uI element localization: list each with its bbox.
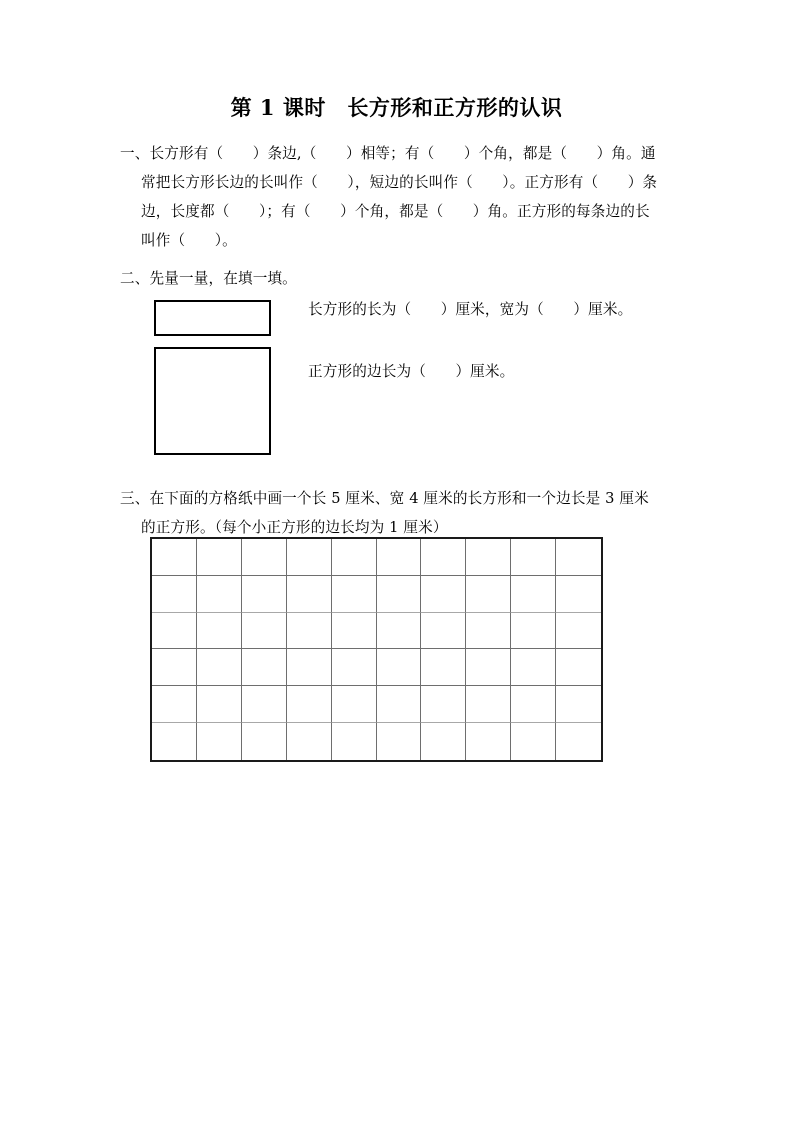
grid-cell [152, 686, 197, 723]
grid-cell [556, 723, 601, 760]
grid-cell [152, 723, 197, 760]
question-one-line-3: 边，长度都（ ）；有（ ）个角，都是（ ）角。正方形的每条边的长 [141, 203, 650, 220]
grid-cell [511, 649, 556, 686]
grid-cell [421, 539, 466, 576]
grid-cell [152, 539, 197, 576]
grid-cell [332, 576, 377, 613]
grid-cell [511, 539, 556, 576]
square-figure [154, 347, 271, 455]
grid-cell [332, 649, 377, 686]
grid-cell [377, 539, 422, 576]
grid-cell [466, 649, 511, 686]
grid-cell [287, 649, 332, 686]
grid-cell [332, 686, 377, 723]
grid-cell [556, 686, 601, 723]
grid-cell [332, 723, 377, 760]
grid-cell [287, 539, 332, 576]
grid-cell [287, 576, 332, 613]
question-three [120, 484, 685, 542]
grid-cell [466, 539, 511, 576]
question-two-line-1: 二、先量一量，在填一填。 [120, 270, 297, 287]
grid-cell [242, 613, 287, 650]
question-one-line-4: 叫作（ ）。 [141, 232, 237, 249]
question-two [120, 264, 685, 293]
grid-cell [287, 723, 332, 760]
grid-cell [377, 686, 422, 723]
grid-cell [242, 649, 287, 686]
grid-cell [466, 613, 511, 650]
grid-cell [511, 723, 556, 760]
question-one-line-2: 常把长方形长边的长叫作（ ），短边的长叫作（ ）。正方形有（ ）条 [141, 174, 658, 191]
grid-cell [377, 613, 422, 650]
grid-cell [197, 686, 242, 723]
grid-cell [287, 686, 332, 723]
grid-cell [242, 723, 287, 760]
grid-cell [197, 576, 242, 613]
grid-cell [421, 723, 466, 760]
rectangle-measure-caption: 长方形的长为（ ）厘米，宽为（ ）厘米。 [308, 301, 633, 318]
question-one-line-1: 一、长方形有（ ）条边,（ ）相等；有（ ）个角，都是（ ）角。通 [120, 145, 656, 162]
grid-cell [242, 686, 287, 723]
grid-cell [152, 649, 197, 686]
grid-cell [556, 576, 601, 613]
grid-cell [242, 539, 287, 576]
grid-cell [511, 686, 556, 723]
grid-cell [466, 686, 511, 723]
grid-cell [332, 539, 377, 576]
question-three-line-1: 三、在下面的方格纸中画一个长 5 厘米、宽 4 厘米的长方形和一个边长是 3 厘米 [120, 490, 649, 507]
square-measure-caption: 正方形的边长为（ ）厘米。 [308, 363, 515, 380]
grid-cell [197, 723, 242, 760]
grid-cell [377, 576, 422, 613]
grid-cell [197, 613, 242, 650]
grid-cell [556, 613, 601, 650]
grid-cell [511, 576, 556, 613]
grid-cell [466, 723, 511, 760]
question-three-line-2: 的正方形。（每个小正方形的边长均为 1 厘米） [141, 519, 448, 536]
grid-cell [377, 723, 422, 760]
grid-cell [287, 613, 332, 650]
grid-cell [421, 686, 466, 723]
grid-cell [466, 576, 511, 613]
grid-cell [511, 613, 556, 650]
question-one [120, 139, 685, 255]
grid-cell [421, 613, 466, 650]
grid-cell [197, 649, 242, 686]
rectangle-figure [154, 300, 271, 336]
grid-cell [152, 576, 197, 613]
grid-cell [152, 613, 197, 650]
grid-paper [150, 537, 603, 762]
grid-cell [556, 539, 601, 576]
page-title: 第 1 课时 长方形和正方形的认识 [230, 95, 563, 120]
grid-cell [332, 613, 377, 650]
grid-cell [197, 539, 242, 576]
grid-cell [377, 649, 422, 686]
grid-cell [421, 576, 466, 613]
grid-cell [556, 649, 601, 686]
grid-cell [242, 576, 287, 613]
grid-cell [421, 649, 466, 686]
